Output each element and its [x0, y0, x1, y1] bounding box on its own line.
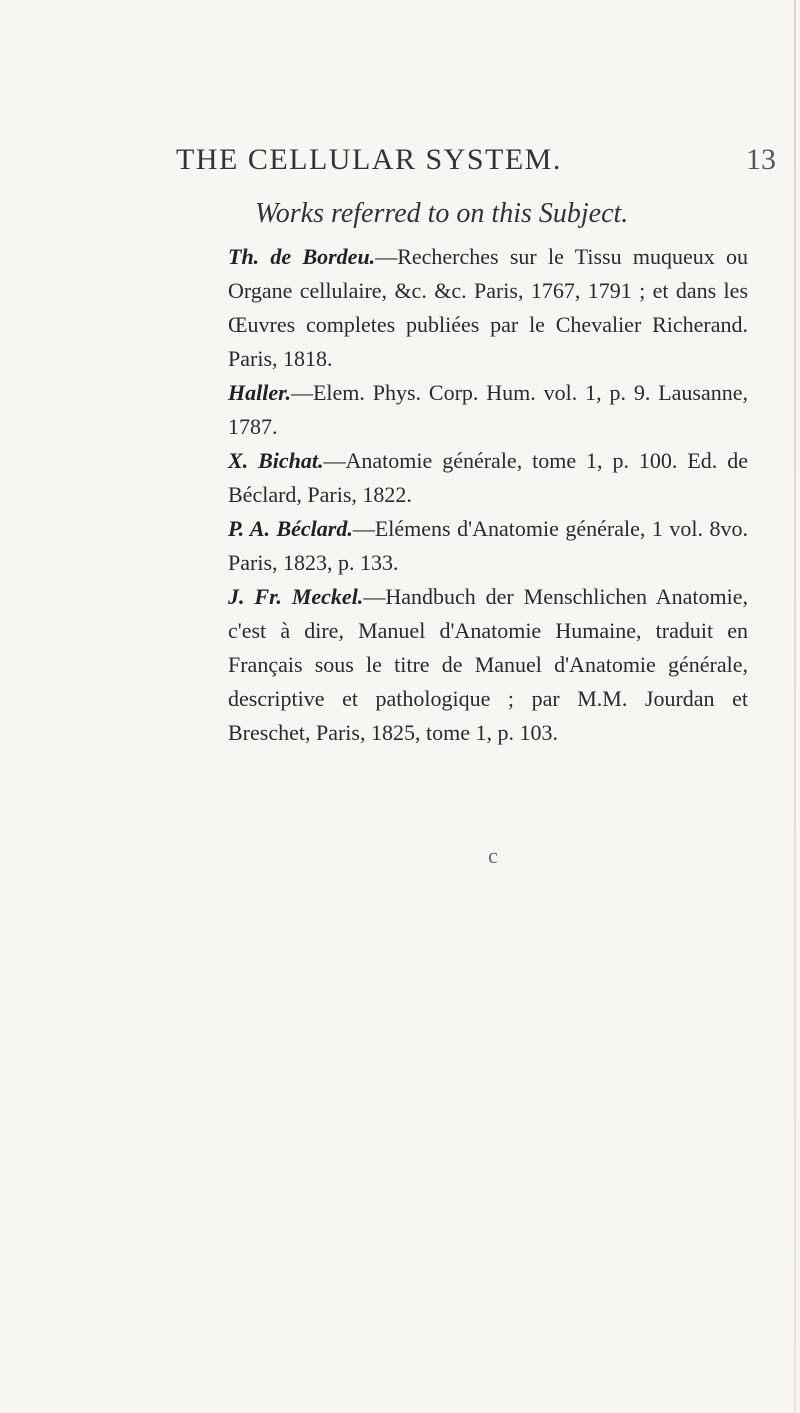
reference-text: —Elem. Phys. Corp. Hum. vol. 1, p. 9. Lausanne, 1787.	[228, 380, 748, 439]
signature-mark: c	[488, 843, 498, 868]
reference-text: —Handbuch der Menschlichen Anatomie, c'est à dire, Manuel d'Anatomie Humaine, traduit en Français sous le titre de Manuel d'Anatomie générale, descriptive et pathologique ; par M.M. Jourdan et Breschet, Paris, 1825, tome 1, p. 103.	[228, 584, 748, 745]
reference-entry	[228, 580, 748, 750]
reference-text: —Elémens d'Anatomie générale, 1 vol. 8vo. Paris, 1823, p. 133.	[228, 516, 748, 575]
reference-entry	[228, 240, 748, 376]
reference-text: —Recherches sur le Tissu muqueux ou Organe cellulaire, &c. &c. Paris, 1767, 1791 ; et dans les Œuvres completes publiées par le Chevalier Richerand. Paris, 1818.	[228, 244, 748, 371]
reference-entry	[228, 444, 748, 512]
reference-author: Haller.	[228, 380, 291, 405]
reference-text: —Anatomie générale, tome 1, p. 100. Ed. de Béclard, Paris, 1822.	[228, 448, 748, 507]
reference-author: Th. de Bordeu.	[228, 244, 376, 269]
reference-entry	[228, 512, 748, 580]
running-title: THE CELLULAR SYSTEM.	[176, 143, 562, 176]
section-heading: Works referred to on this Subject.	[255, 198, 629, 229]
page-edge	[794, 0, 796, 1413]
reference-author: X. Bichat.	[228, 448, 324, 473]
reference-author: J. Fr. Meckel.	[228, 584, 364, 609]
reference-entry	[228, 376, 748, 444]
running-head	[176, 143, 800, 183]
reference-list	[228, 240, 748, 750]
page-number: 13	[746, 143, 776, 176]
reference-author: P. A. Béclard.	[228, 516, 353, 541]
